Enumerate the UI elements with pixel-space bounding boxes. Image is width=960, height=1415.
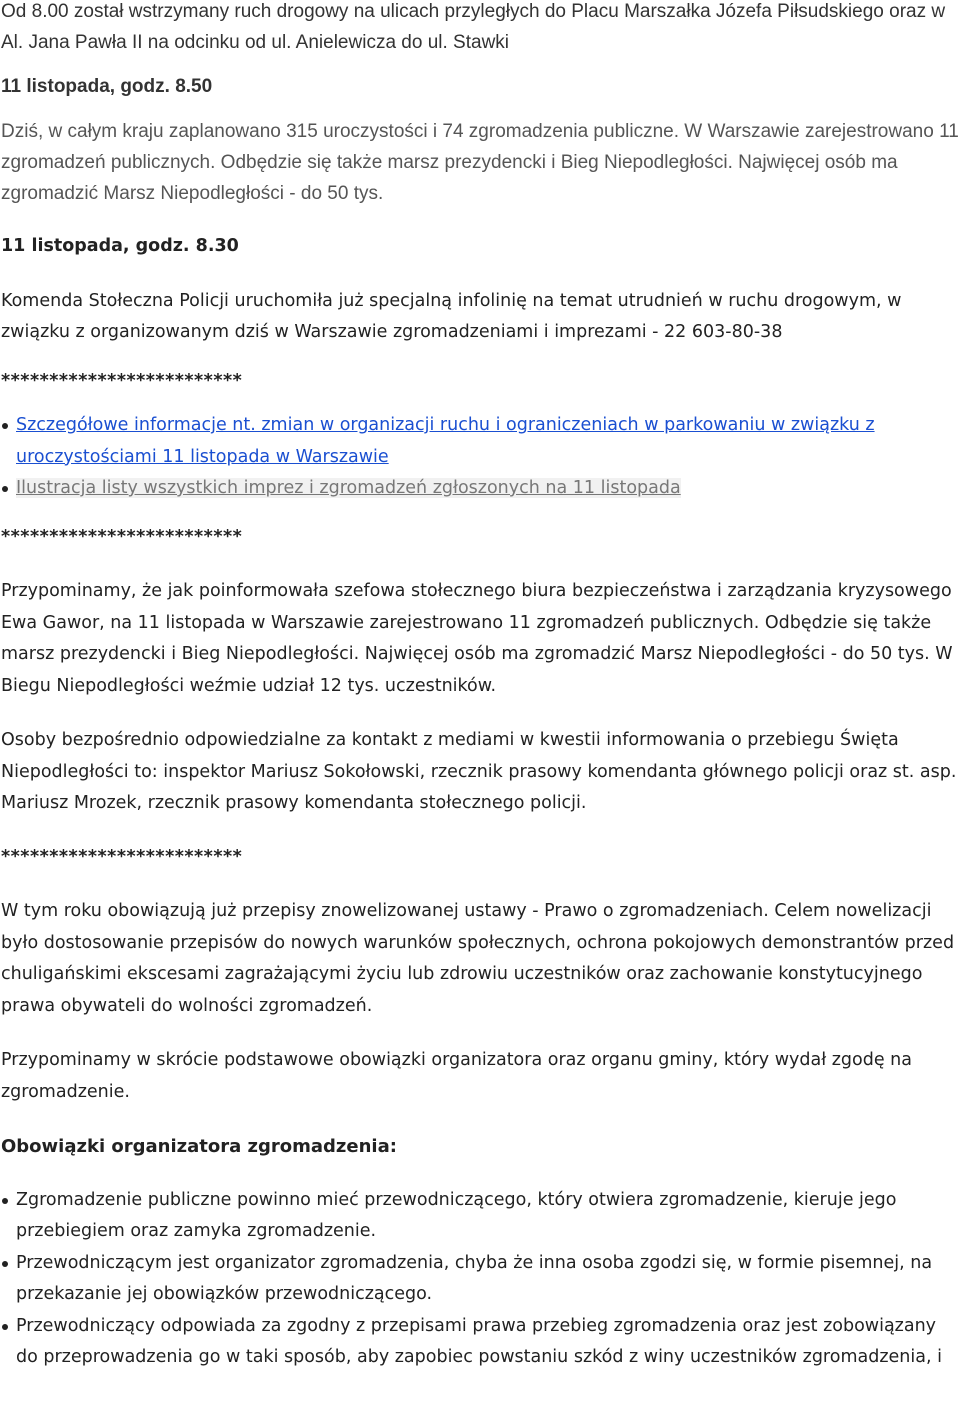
intro-paragraph: Od 8.00 został wstrzymany ruch drogowy na ulicach przyległych do Placu Marszałka Józefa Piłsudskiego oraz w Al. Jana Pawła II na odcinku od ul. Anielewicza do ul. Stawki [1, 1, 946, 53]
paragraph-gawor: Przypominamy, że jak poinformowała szefowa stołecznego biura bezpieczeństwa i zarządzania kryzysowego Ewa Gawor, na 11 listopada w Warszawie zarejestrowano 11 zgromadzeń publicznych. Odbędzie się także marsz prezydencki i Bieg Niepodległości. Najwięcej osób ma zgromadzić Marsz Niepodległości - do 50 tys. W Biegu Niepodległości weźmie udział 12 tys. uczestników. [1, 581, 953, 696]
list-item [16, 410, 960, 473]
timestamp-830: 11 listopada, godz. 8.30 [1, 236, 239, 256]
separator: ************************* [1, 370, 243, 391]
list-item: Przewodniczący odpowiada za zgodny z przepisami prawa przebieg zgromadzenia oraz jest zobowiązany do przeprowadzenia go w taki sposób, aby zapobiec powstaniu szkód z winy uczestników zgromadzenia, i [16, 1311, 960, 1374]
separator: ************************* [1, 526, 243, 547]
paragraph-reminder: Przypominamy w skrócie podstawowe obowiązki organizatora oraz organu gminy, który wydał zgodę na zgromadzenie. [1, 1050, 912, 1102]
list-item: Przewodniczącym jest organizator zgromadzenia, chyba że inna osoba zgodzi się, w formie pisemnej, na przekazanie jej obowiązków przewodniczącego. [16, 1248, 960, 1311]
paragraph-law-amendment: W tym roku obowiązują już przepisy znowelizowanej ustawy - Prawo o zgromadzeniach. Celem nowelizacji było dostosowanie przepisów do nowych warunków społecznych, ochrona pokojowych demonstrantów przed chuligańskimi ekscesami zagrażającymi życiu lub zdrowiu uczestników oraz zachowanie konstytucyjnego prawa obywateli do wolności zgromadzeń. [1, 901, 955, 1016]
paragraph-media-contacts: Osoby bezpośrednio odpowiedzialne za kontakt z mediami w kwestii informowania o przebiegu Święta Niepodległości to: inspektor Mariusz Sokołowski, rzecznik prasowy komendanta głównego policji oraz st. asp. Mariusz Mrozek, rzecznik prasowy komendanta stołecznego policji. [1, 730, 957, 813]
list-item: Zgromadzenie publiczne powinno mieć przewodniczącego, który otwiera zgromadzenie, kieruje jego przebiegiem oraz zamyka zgromadzenie. [16, 1185, 960, 1248]
timestamp-850: 11 listopada, godz. 8.50 [1, 76, 213, 97]
heading-organizer-duties: Obowiązki organizatora zgromadzenia: [1, 1136, 397, 1157]
separator: ************************* [1, 846, 243, 867]
paragraph-infoline: Komenda Stołeczna Policji uruchomiła już specjalną infolinię na temat utrudnień w ruchu drogowym, w związku z organizowanym dziś w Warszawie zgromadzeniami i imprezami - 22 603-80-38 [1, 290, 902, 342]
duties-list [1, 1185, 960, 1374]
links-list [1, 410, 960, 505]
list-item [16, 473, 960, 505]
paragraph-events-count: Dziś, w całym kraju zaplanowano 315 uroczystości i 74 zgromadzenia publiczne. W Warszawie zarejestrowano 11 zgromadzeń publicznych. Odbędzie się także marsz prezydencki i Bieg Niepodległości. Najwięcej osób ma zgromadzić Marsz Niepodległości - do 50 tys. [1, 121, 959, 204]
link-events-illustration[interactable]: Ilustracja listy wszystkich imprez i zgromadzeń zgłoszonych na 11 listopada [16, 478, 681, 498]
link-traffic-details[interactable]: Szczegółowe informacje nt. zmian w organizacji ruchu i ograniczeniach w parkowaniu w związku z uroczystościami 11 listopada w Warszawie [16, 415, 875, 467]
